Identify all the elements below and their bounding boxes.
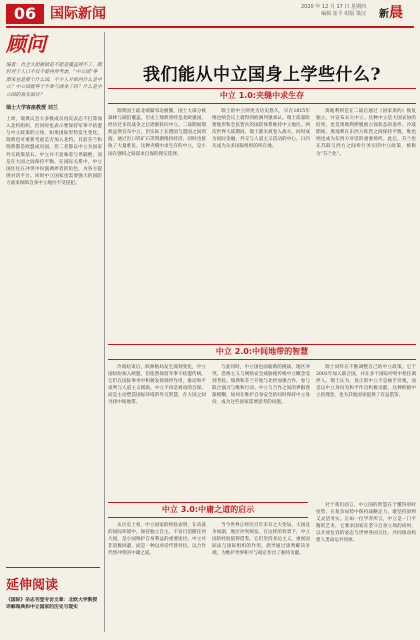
section-heading-2: 中立 2.0:中间地带的智慧 <box>108 344 416 360</box>
related-reading-text: 《国际》杂志刊登专访文章：北欧大学教授详解瑞典和中立国家的历史与现实 <box>6 597 98 610</box>
column-byline: 瑞士大学客座教授 刘兰 <box>6 105 58 112</box>
column-name <box>6 32 102 56</box>
section-1-column-3 <box>316 108 416 338</box>
column-name-text: 顾问 <box>6 32 46 56</box>
page-header <box>0 0 420 26</box>
column-intro: 编者：自全大把握就是不能是覆盖掉不了，随时对于人口不仅不能再所考虑，“中立国”等原来也是那个什么国，不少人开始问什么是中立？中立国就等于不参与战争了吗？什么是中立国的真实面目？ <box>6 63 102 98</box>
newspaper-logo <box>370 2 412 24</box>
section-3-column-2 <box>212 522 310 634</box>
header-rule <box>6 26 414 28</box>
related-reading-title: 延伸阅读 <box>6 578 59 593</box>
paragraph: 瑞士的中立则更为历史悠久，早在1815年维也纳会议上就得到欧洲列强承认。瑞士依靠险要地形和全民皆兵的国防体系维持中立地位。两次世界大战期间，瑞士都未被卷入战火，同时成为国际金融、外交与人道主义活动的中心。日内瓦成为众多国际组织的所在地。 <box>212 109 310 150</box>
page-number: 06 <box>6 4 44 24</box>
column-body: 上周，瑞典议会大多数成员再次表态不打算加入北约组织，但同时也表示要保持军事不结盟与中立政策的立场，如果国际形势发生变化，瑞典也可重新考虑是否加入北约。目前芬兰和瑞典都是欧盟成员国，但二者都以中立为国家外交政策基石。中立并不意味着与世隔绝，而是在大国之间保持平衡。在国际关系中，中立国往往在冲突中扮演调停者的角色，为各方提供对话平台。同时中立国家也需要强大的国防力量来保障自身中立地位不受侵犯。 <box>6 117 102 186</box>
paragraph: 瑞典国土最北端紧邻北极圈，国土大部分被森林与湖泊覆盖。历史上瑞典曾经是北欧强国，经历过多次战争之后逐渐转向中立。二战期间瑞典虽然宣布中立，但实际上在德国与盟国之间周旋，通过出口铁矿石等资源维持经济，同时也接收了大量难民。这种夹缝中求生存的中立，是小国在强权之间谋求自保的现实选择。 <box>108 109 206 157</box>
paragraph: 奥地利则是在二战后通过《国家条约》恢复独立，并宣布永久中立。这种中立是大国妥协的结果，也是奥地利摆脱被占领状态的条件。冷战期间，奥地利在东西方阵营之间保持平衡，维也纳也成为东西方对话的重要场所。此后，芬兰也在苏联与西方之间奉行务实的中立政策，被称为“芬兰化”。 <box>316 109 416 157</box>
paragraph: 从历史上看，中立国家的经验表明，在动荡的国际环境中，保持独立自主、不盲目追随任何大国，是小国维护自身利益的重要途径。中立并非消极回避，而是一种以对话代替对抗、以合作代替冲突的中庸之道。 <box>108 523 206 557</box>
column-divider <box>104 32 105 632</box>
section-1-column-2 <box>212 108 310 338</box>
logo-small: 新 <box>379 9 389 20</box>
section-2-column-3 <box>316 364 416 494</box>
section-3-column-3 <box>316 502 416 634</box>
section-2-column-2 <box>212 364 310 494</box>
issue-date: 2020 年 12 月 17 日 星期四 <box>301 4 366 10</box>
paragraph: 瑞士同样在不断调整自己的中立政策。它于2002年加入联合国，并在多个国际冲突中担任调停人。瑞士认为，真正的中立不是袖手旁观，而是以中立身份为和平作出积极贡献。这种积极中立的理念，也为其他国家提供了有益借鉴。 <box>316 365 416 399</box>
article-headline: 我们能从中立国身上学些什么? <box>143 65 381 85</box>
paragraph: 冷战结束后，欧洲格局发生深刻变化，中立国纷纷加入欧盟，但依然保留军事不结盟传统。它们在国际事务中积极发挥调停作用，推动和平谈判与人道主义援助。中立不再是被动的自保，而是主动塑造国际环境的外交智慧，在大国之间寻找中间地带。 <box>108 365 206 406</box>
section-heading-3: 中立 3.0:中庸之道的启示 <box>108 502 308 518</box>
left-column <box>6 32 102 632</box>
logo-big: 晨 <box>389 5 403 21</box>
editor-line: 编辑 崔平 组版 梁汉 <box>321 11 366 17</box>
section-1-column-1 <box>108 108 206 338</box>
section-title: 国际新闻 <box>50 6 106 22</box>
paragraph: 对于我们而言，中立国的智慧在于懂得审时度势，在复杂局势中保持战略定力，既坚持原则又灵活务实。正如一位学者所言，中立是一门平衡的艺术，它要求国家在坚守自身立场的同时，以开放包容的姿态与世界各国交往，共同推动构建人类命运共同体。 <box>316 503 416 544</box>
section-heading-1: 中立 1.0:夹缝中求生存 <box>108 88 416 104</box>
main-article <box>108 32 416 636</box>
date-line <box>301 4 366 18</box>
section-2-column-1 <box>108 364 206 494</box>
paragraph: 与此同时，中立国也面临新的挑战。地区冲突、恐怖主义与网络安全威胁使传统中立概念受到考验。瑞典和芬兰开始与北约加强合作，参与联合演习与维和行动。中立与合作之间的界限逐渐模糊，如何在维护自身安全的同时保持中立身份，成为这些国家需要思考的问题。 <box>212 365 310 406</box>
section-3-column-1 <box>108 522 206 634</box>
paragraph: 当今世界正经历百年未有之大变局，大国竞争加剧，地区冲突频发。在这样的背景下，中立国的经验值得借鉴。它们坚持多边主义，重视国际法与国际组织的作用，倡导通过谈判解决争端，为维护世界和平与稳定作出了独特贡献。 <box>212 523 310 557</box>
related-reading-box <box>6 567 100 630</box>
